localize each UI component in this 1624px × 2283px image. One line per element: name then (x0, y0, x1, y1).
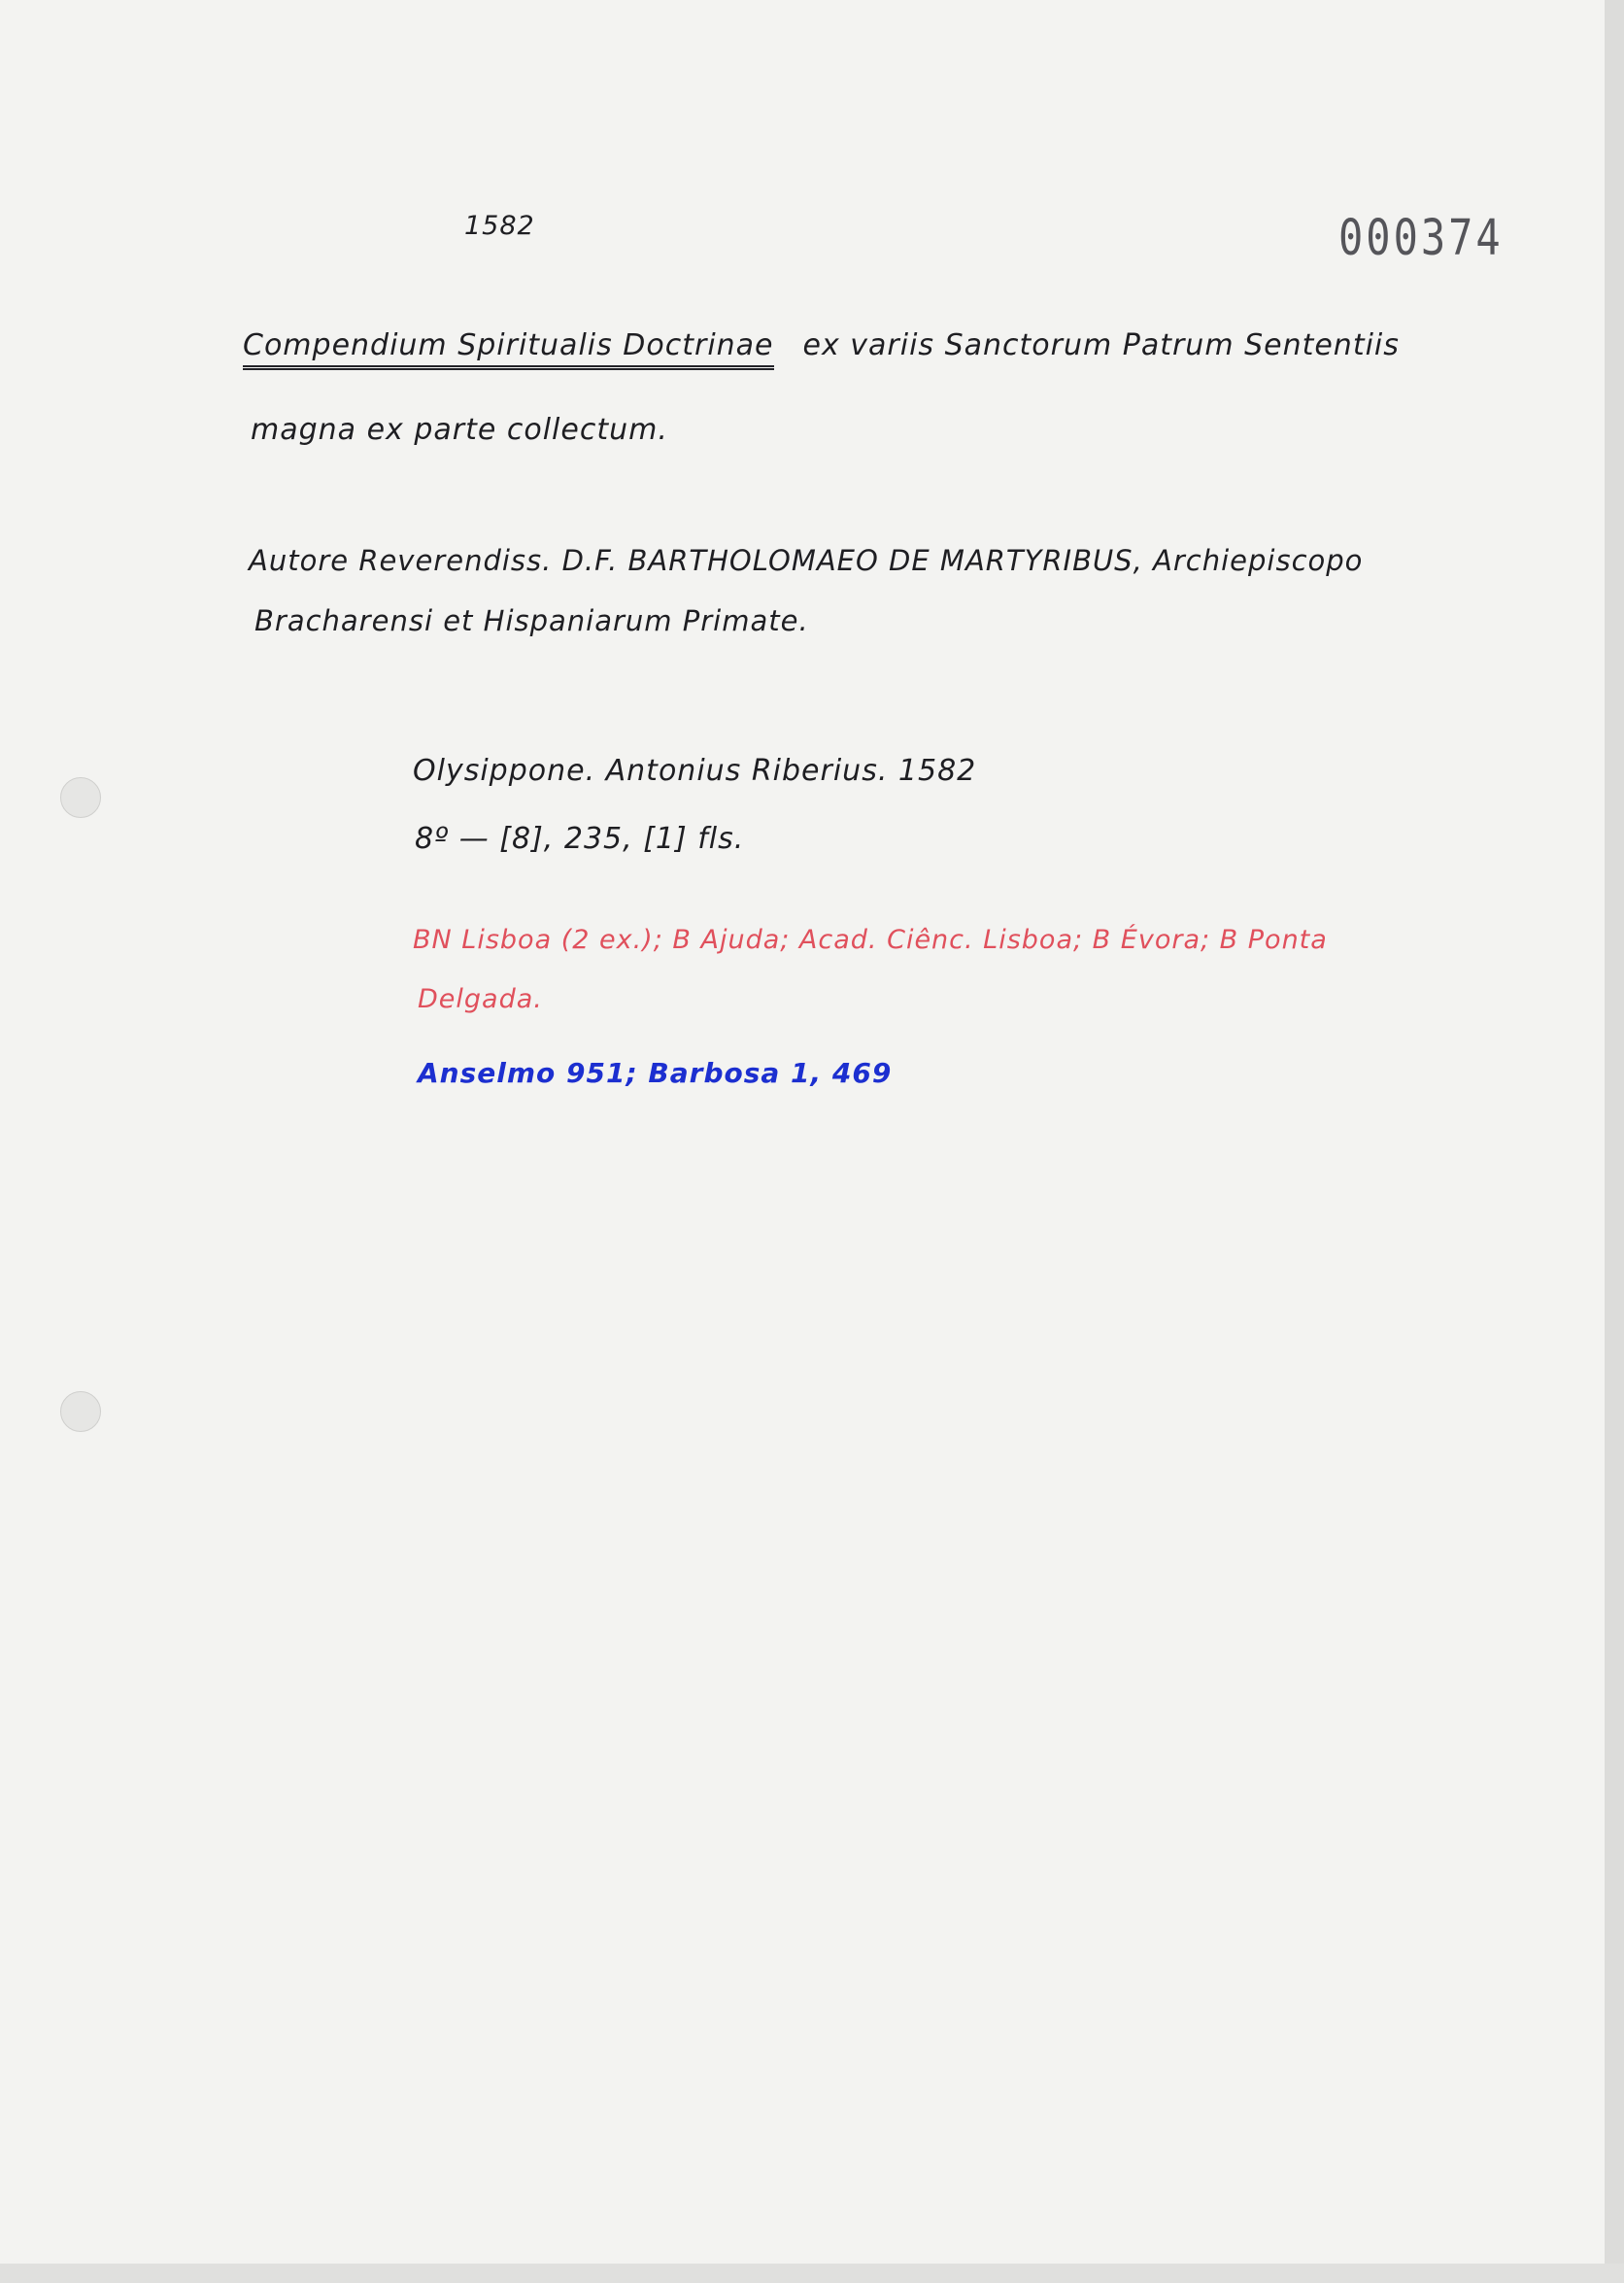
holdings-line-2: Delgada. (418, 984, 543, 1014)
title-underlined: Compendium Spiritualis Doctrinae (243, 328, 774, 370)
scan-edge-bottom (0, 2264, 1624, 2283)
punch-hole-lower (60, 1391, 101, 1432)
title-line-1 (243, 328, 1400, 370)
author-line-1: Autore Reverendiss. D.F. BARTHOLOMAEO DE MARTYRIBUS, Archiepiscopo (249, 544, 1364, 577)
author-line-2: Bracharensi et Hispaniarum Primate. (254, 604, 809, 637)
title-continuation: ex variis Sanctorum Patrum Sententiis (802, 328, 1400, 362)
punch-hole-upper (60, 777, 101, 818)
collation-line: 8º — [8], 235, [1] fls. (415, 822, 745, 856)
publication-year: 1582 (464, 211, 535, 241)
title-line-2: magna ex parte collectum. (251, 413, 668, 447)
holdings-line-1: BN Lisboa (2 ex.); B Ajuda; Acad. Ciênc. Lisboa; B Évora; B Ponta (413, 925, 1328, 955)
imprint-line: Olysippone. Antonius Riberius. 1582 (413, 754, 977, 788)
bibliographic-references: Anselmo 951; Barbosa 1, 469 (418, 1057, 893, 1089)
stamped-record-number: 000374 (1338, 209, 1504, 266)
scan-edge-right (1605, 0, 1624, 2283)
